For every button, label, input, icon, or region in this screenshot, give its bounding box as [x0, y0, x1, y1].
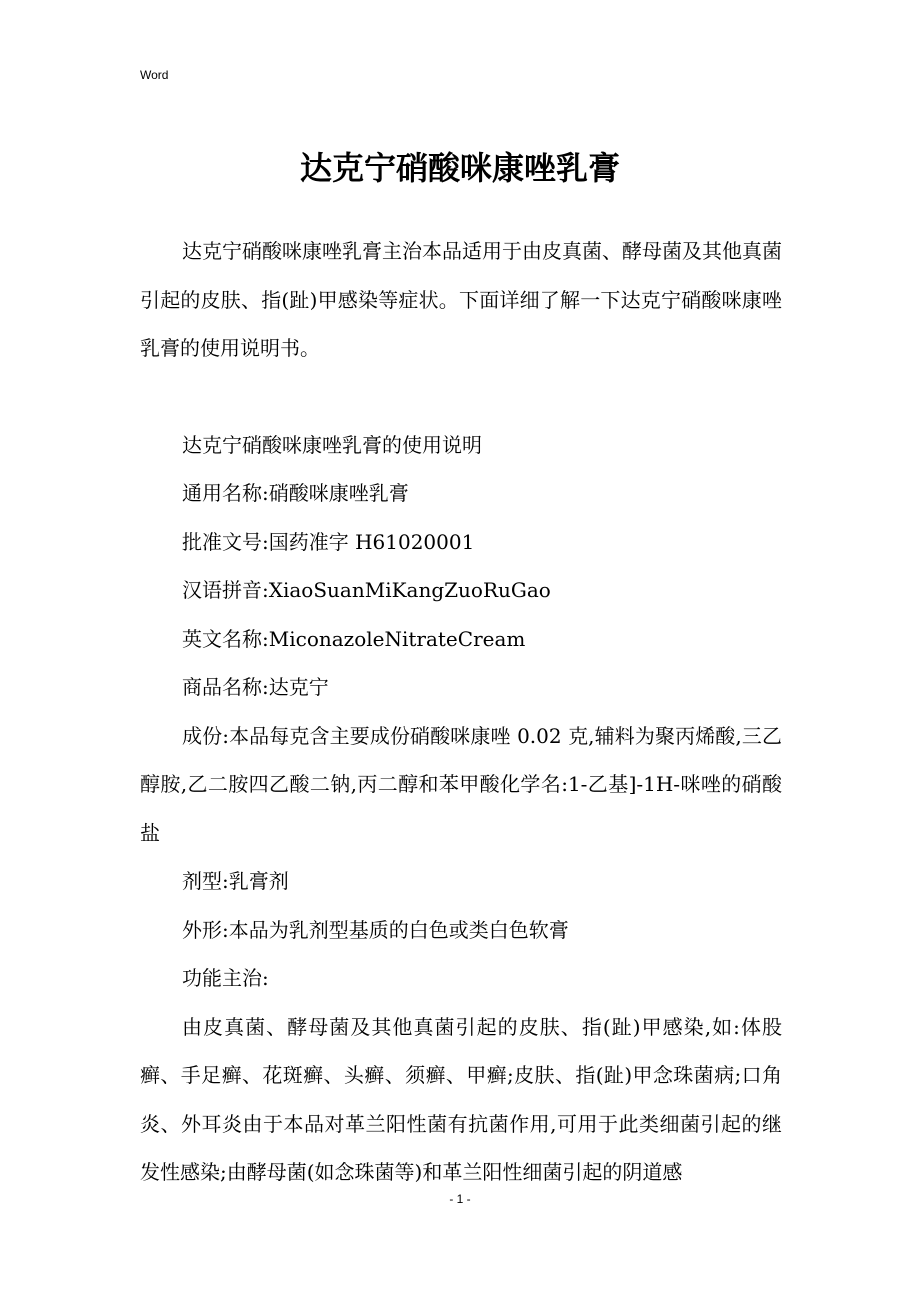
field-indications-text: 由皮真菌、酵母菌及其他真菌引起的皮肤、指(趾)甲感染,如:体股癣、手足癣、花斑癣、头癣、须癣、甲癣;皮肤、指(趾)甲念珠菌病;口角炎、外耳炎由于本品对革兰阳性菌有抗菌作用,可用于此类细菌引起的继发性感染;由酵母菌(如念珠菌等)和革兰阳性细菌引起的阴道感 [140, 1014, 782, 1184]
field-approval-number: 批准文号:国药准字 H61020001 [182, 529, 475, 554]
page-number: - 1 - [449, 1192, 471, 1206]
field-indications-label: 功能主治: [182, 966, 269, 990]
field-ingredients: 成份:本品每克含主要成份硝酸咪康唑 0.02 克,辅料为聚丙烯酸,三乙醇胺,乙二胺四乙酸二钠,丙二醇和苯甲酸化学名:1-乙基]-1H-咪唑的硝酸盐 [140, 723, 782, 845]
field-english-name: 英文名称:MiconazoleNitrateCream [182, 626, 526, 651]
paragraph-spacer [140, 373, 782, 421]
field-appearance: 外形:本品为乳剂型基质的白色或类白色软膏 [182, 917, 569, 942]
header-label: Word [140, 68, 169, 82]
field-dosage-form: 剂型:乳膏剂 [182, 869, 289, 893]
section-heading: 达克宁硝酸咪康唑乳膏的使用说明 [182, 432, 482, 457]
document-title: 达克宁硝酸咪康唑乳膏 [299, 149, 620, 187]
document-body [140, 227, 782, 1197]
field-pinyin-name: 汉语拼音:XiaoSuanMiKangZuoRuGao [182, 578, 551, 602]
intro-paragraph: 达克宁硝酸咪康唑乳膏主治本品适用于由皮真菌、酵母菌及其他真菌引起的皮肤、指(趾)甲感染等症状。下面详细了解一下达克宁硝酸咪康唑乳膏的使用说明书。 [140, 239, 782, 360]
field-trade-name: 商品名称:达克宁 [182, 675, 329, 699]
field-generic-name: 通用名称:硝酸咪康唑乳膏 [182, 481, 409, 505]
